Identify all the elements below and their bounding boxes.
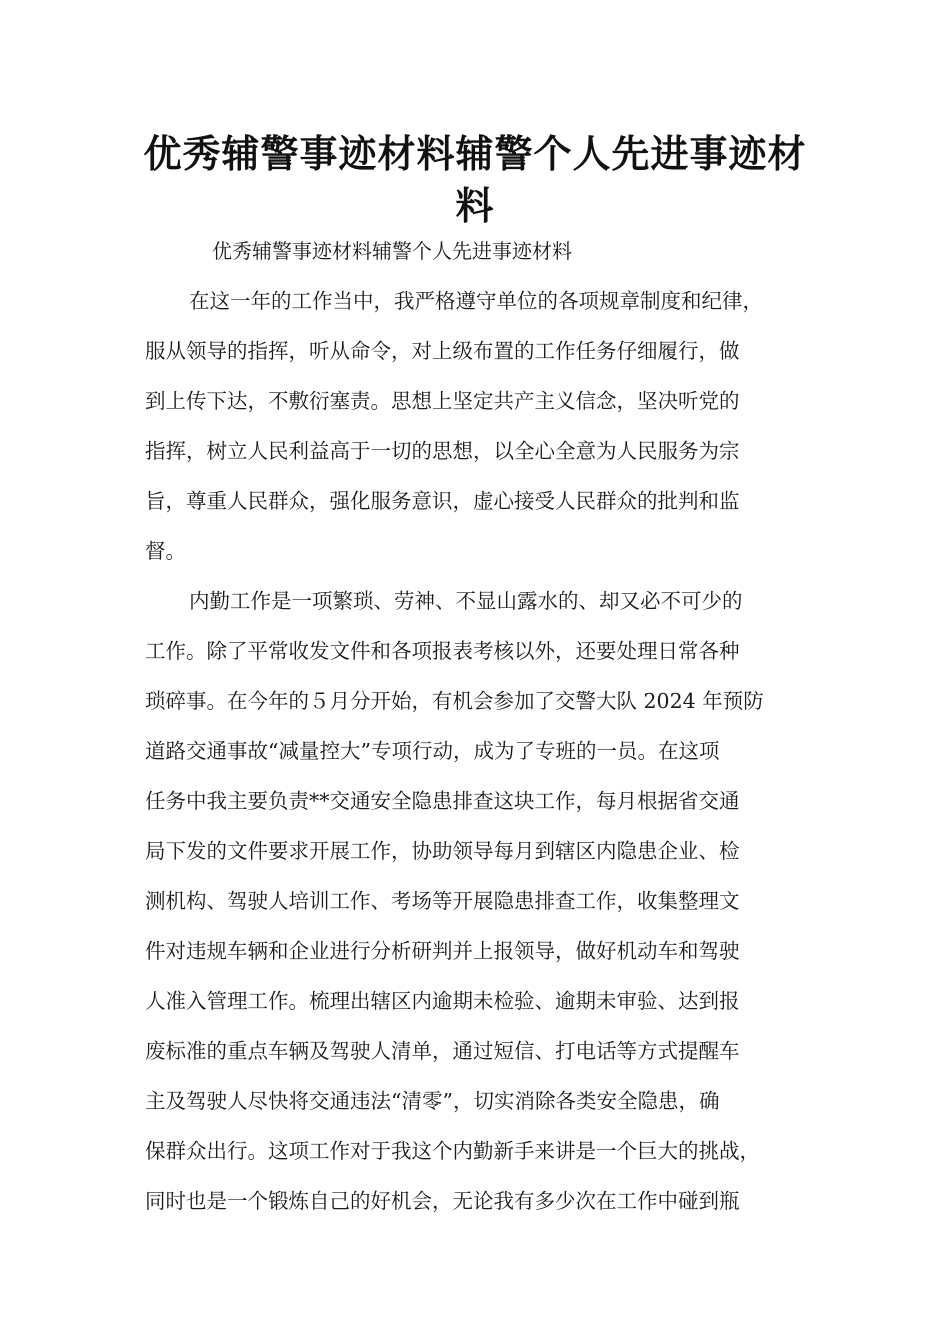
text-line: 在这一年的工作当中，我严格遵守单位的各项规章制度和纪律，	[189, 289, 763, 313]
title-line-1: 优秀辅警事迹材料辅警个人先进事迹材	[143, 132, 807, 176]
text-line: 主及驾驶人尽快将交通违法“清零”，切实消除各类安全隐患，确	[145, 1089, 720, 1113]
text-line: 测机构、驾驶人培训工作、考场等开展隐患排查工作，收集整理文	[145, 889, 740, 913]
text-line: 人准入管理工作。梳理出辖区内逾期未检验、逾期未审验、达到报	[145, 989, 740, 1013]
text-line: 工作。除了平常收发文件和各项报表考核以外，还要处理日常各种	[145, 639, 740, 663]
text-line: 服从领导的指挥，听从命令，对上级布置的工作任务仔细履行，做	[145, 339, 740, 363]
text-line: 任务中我主要负责**交通安全隐患排查这块工作，每月根据省交通	[145, 789, 740, 813]
title-line-2: 料	[455, 184, 495, 228]
text-line: 保群众出行。这项工作对于我这个内勤新手来讲是一个巨大的挑战，	[145, 1139, 760, 1163]
text-line: 件对违规车辆和企业进行分析研判并上报领导，做好机动车和驾驶	[145, 939, 740, 963]
text-line: 局下发的文件要求开展工作，协助领导每月到辖区内隐患企业、检	[145, 839, 740, 863]
text-line: 废标准的重点车辆及驾驶人清单，通过短信、打电话等方式提醒车	[145, 1039, 740, 1063]
text-line: 到上传下达，不敷衍塞责。思想上坚定共产主义信念，坚决听党的	[145, 389, 740, 413]
text-line: 督。	[145, 539, 186, 563]
text-line: 道路交通事故“减量控大”专项行动，成为了专班的一员。在这项	[145, 739, 720, 763]
text-line: 内勤工作是一项繁琐、劳神、不显山露水的、却又必不可少的	[189, 589, 743, 613]
text-line: 指挥，树立人民利益高于一切的思想，以全心全意为人民服务为宗	[145, 439, 740, 463]
text-line: 同时也是一个锻炼自己的好机会，无论我有多少次在工作中碰到瓶	[145, 1189, 740, 1213]
document-title	[130, 128, 820, 232]
text-line: 旨，尊重人民群众，强化服务意识，虚心接受人民群众的批判和监	[145, 489, 740, 513]
document-subtitle: 优秀辅警事迹材料辅警个人先进事迹材料	[212, 239, 572, 263]
text-line: 琐碎事。在今年的５月分开始，有机会参加了交警大队 2024 年预防	[145, 689, 764, 713]
